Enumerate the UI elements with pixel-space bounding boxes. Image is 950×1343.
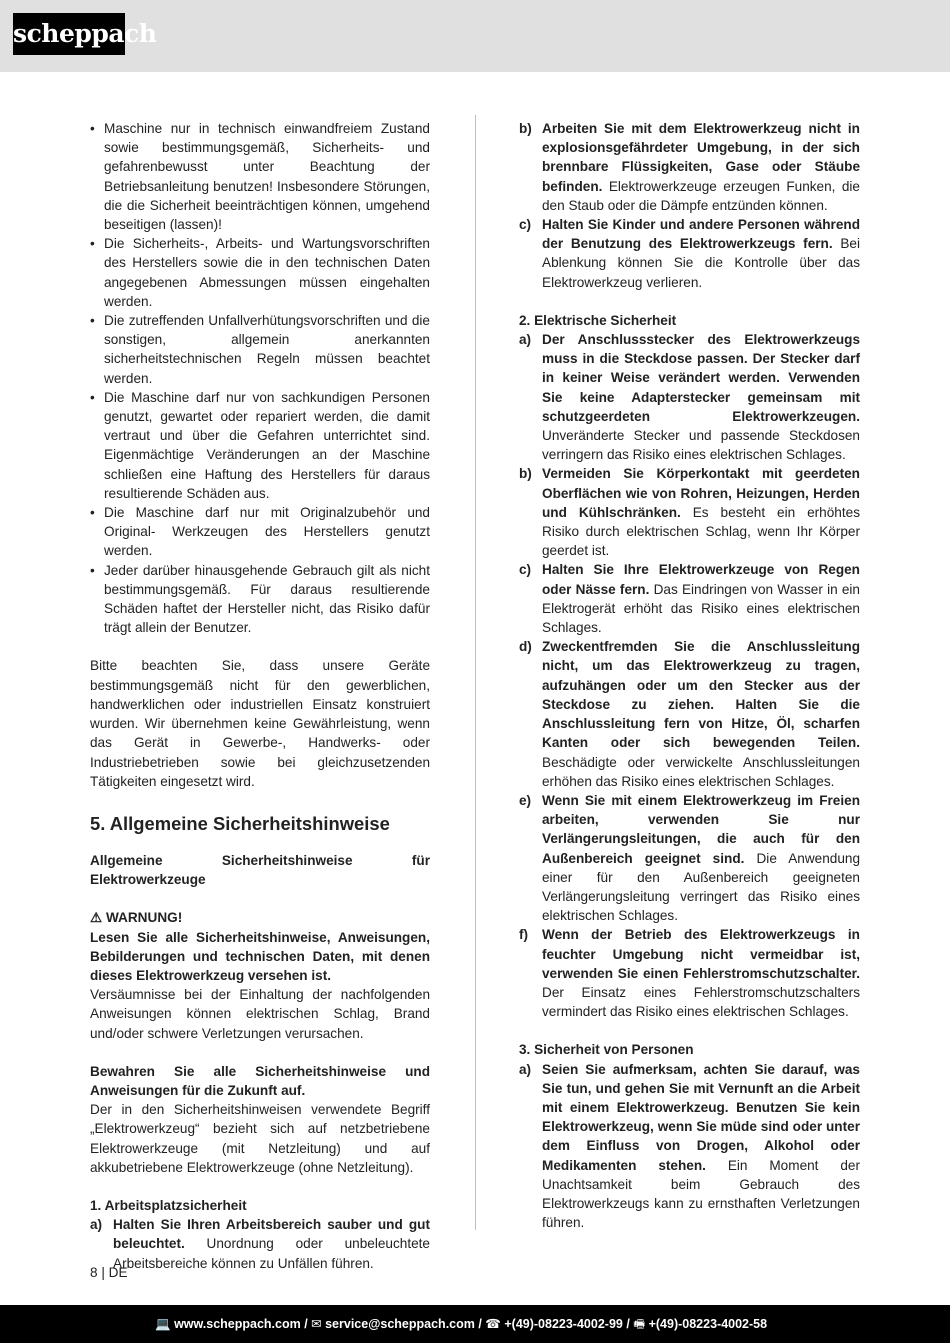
item-label: b) [519,466,532,482]
right-column [519,119,860,1232]
warning-bold-text: Lesen Sie alle Sicherheitshinweise, Anweisungen, Bebilderungen und technischen Daten, mit denen dieses Elektrowerkzeug versehen ist. [90,929,430,983]
page-number-value: 8 [90,1265,98,1280]
list-item: • Die Sicherheits-, Arbeits- und Wartungsvorschriften des Herstellers sowie die in den technischen Daten angegebenen Abmessungen müssen eingehalten werden. [90,234,430,311]
item-bold: Der Anschlussstecker des Elektrowerkzeugs muss in die Steckdose passen. Der Stecker darf in keiner Weise verändert werden. Verwenden Sie keine Adapterstecker gemeinsam mit schutzgeerdeten Elektrowerkzeugen. [542,332,860,424]
intended-use-list [90,119,430,637]
phone-icon: ☎ [485,1317,501,1331]
mail-icon: ✉ [311,1317,322,1331]
item-text: Beschädigte oder verwickelte Anschlussleitungen erhöhen das Risiko eines elektrischen Schlages. [542,754,860,789]
contact-line: 💻 www.scheppach.com / ✉ service@scheppach.com / ☎ +(49)-08223-4002-99 / 🖷 +(49)-08223-4002-58 [155,1317,768,1331]
scheppach-logo: scheppach [13,13,125,55]
list-item: • Jeder darüber hinausgehende Gebrauch gilt als nicht bestimmungsgemäß. Für daraus resultierende Schäden haftet der Hersteller nicht, das Risiko dafür trägt allein der Benutzer. [90,561,430,638]
list-item [519,1060,860,1233]
warning-icon: ⚠ [90,910,103,926]
item-label: b) [519,121,532,136]
item-bold: Halten Sie Ihre Elektrowerkzeuge von Regen oder Nässe fern. [542,562,860,597]
list-item [519,791,860,925]
item-label: d) [519,639,532,655]
personal-safety-list [519,1060,860,1233]
item-text: Unordnung oder unbeleuchtete Arbeitsbereiche können zu Unfällen führen. [113,1236,430,1271]
email-link[interactable]: service@scheppach.com [325,1317,475,1331]
list-item: • Die Maschine darf nur mit Originalzubehör und Original- Werkzeugen des Herstellers genutzt werden. [90,503,430,561]
list-item [519,215,860,292]
item-label: a) [519,332,532,348]
item-bold: Arbeiten Sie mit dem Elektrowerkzeug nicht in explosionsgefährdeter Umgebung, in der sich brennbare Flüssigkeiten, Gase oder Stäube befinden. [542,121,860,194]
page-language: DE [108,1265,128,1280]
item-text: Das Eindringen von Wasser in ein Elektrogerät erhöht das Risiko eines elektrischen Schlages. [542,581,860,636]
item-text: Der Einsatz eines Fehlerstromschutzschalters vermindert das Risiko eines elektrischen Schlages. [542,984,860,1020]
computer-icon: 💻 [155,1317,171,1331]
footer-bar [0,1305,950,1343]
list-item: • Die zutreffenden Unfallverhütungsvorschriften und die sonstigen, allgemein anerkannten sicherheitstechnischen Regeln müssen beachtet werden. [90,311,430,388]
list-item [90,1215,430,1273]
electrical-safety-title: 2. Elektrische Sicherheit [519,312,677,328]
list-item [519,925,860,1021]
electrical-safety-list [519,330,860,1021]
commercial-use-paragraph: Bitte beachten Sie, dass unsere Geräte bestimmungsgemäß nicht für den gewerblichen, handwerklichen oder industriellen Einsatz konstruiert wurden. Wir übernehmen keine Gewährleistung, wenn das Gerät in Gewerbe-, Handwerks- oder Industriebetrieben sowie bei gleichzusetzenden Tätigkeiten eingesetzt wird. [90,658,430,789]
warning-heading [90,908,430,927]
list-item: • Die Maschine darf nur von sachkundigen Personen genutzt, gewartet oder repariert werden, die damit vertraut und über die Gefahren unterrichtet sind. Eigenmächtige Veränderungen an der Maschine schließen eine Haftung des Herstellers für daraus resultierende Schäden aus. [90,388,430,503]
personal-safety-title: 3. Sicherheit von Personen [519,1042,694,1058]
item-bold: Wenn der Betrieb des Elektrowerkzeugs in feuchter Umgebung nicht vermeidbar ist, verwenden Sie einen Fehlerstromschutzschalter. [542,927,860,981]
item-label: a) [519,1061,532,1077]
list-item [519,330,860,464]
item-text: Elektrowerkzeuge erzeugen Funken, die den Staub oder die Dämpfe entzünden können. [542,178,860,213]
item-bold: Wenn Sie mit einem Elektrowerkzeug im Freien arbeiten, verwenden Sie nur Verlängerungsleitungen, die auch für den Außenbereich geeignet sind. [542,792,860,866]
item-text: Unveränderte Stecker und passende Steckdosen verringern das Risiko eines elektrischen Schlages. [542,428,860,463]
column-divider [475,115,476,1230]
workplace-safety-list [90,1215,430,1273]
list-item [519,119,860,215]
item-bold: Zweckentfremden Sie die Anschlussleitung nicht, um das Elektrowerkzeug zu tragen, aufzuhängen oder um den Stecker aus der Steckdose zu ziehen. Halten Sie die Anschlussleitung fern von Hitze, Öl, scharfen Kanten oder sich bewegenden Teilen. [542,639,860,751]
keep-instructions-text: Der in den Sicherheitshinweisen verwendete Begriff „Elektrowerkzeug“ bezieht sich auf netzbetriebene Elektrowerkzeuge (mit Netzleitung) und auf akkubetriebene Elektrowerkzeuge (ohne Netzleitung). [90,1102,430,1175]
header-bar [0,0,950,72]
fax-icon: 🖷 [633,1317,646,1331]
item-text: Ein Moment der Unachtsamkeit beim Gebrauch des Elektrowerkzeugs kann zu ernsthaften Verletzungen führen. [542,1157,861,1231]
item-label: c) [519,217,532,233]
subsection-title: Allgemeine Sicherheitshinweise für Elektrowerkzeuge [90,852,430,888]
item-text: Bei Ablenkung können Sie die Kontrolle über das Elektrowerkzeug verlieren. [542,236,860,290]
item-text: Die Anwendung einer für den Außenbereich geeigneten Verlängerungsleitung verringert das Risiko eines elektrischen Schlages. [542,850,860,924]
left-column [90,119,430,1273]
page-number: 8 | DE [90,1265,128,1280]
list-item: • Maschine nur in technisch einwandfreiem Zustand sowie bestimmungsgemäß, Sicherheits- und gefahrenbewusst unter Beachtung der Betriebsanleitung benutzen! Insbesondere Störungen, die die Sicherheit beeinträchtigen können, umgehend beseitigen (lassen)! [90,119,430,234]
item-bold: Vermeiden Sie Körperkontakt mit geerdeten Oberflächen wie von Rohren, Heizungen, Herden und Kühlschränken. [542,466,860,520]
item-bold: Seien Sie aufmerksam, achten Sie darauf, was Sie tun, und gehen Sie mit Vernunft an die Arbeit mit einem Elektrowerkzeug. Benutzen Sie kein Elektrowerkzeug, wenn Sie müde sind oder unter dem Einfluss von Drogen, Alkohol oder Medikamenten stehen. [542,1061,860,1173]
workplace-safety-title: 1. Arbeitsplatzsicherheit [90,1197,247,1213]
list-item [519,464,860,560]
warning-label: WARNUNG! [105,910,183,926]
item-bold: Halten Sie Kinder und andere Personen während der Benutzung des Elektrowerkzeugs fern. [542,217,860,252]
list-item [519,637,860,791]
item-bold: Halten Sie Ihren Arbeitsbereich sauber und gut beleuchtet. [113,1217,430,1252]
keep-instructions-bold: Bewahren Sie alle Sicherheitshinweise und Anweisungen für die Zukunft auf. [90,1063,430,1098]
warning-text: Versäumnisse bei der Einhaltung der nachfolgenden Anweisungen können elektrischen Schlag, Brand und/oder schwere Verletzungen verursachen. [90,987,430,1041]
item-text: Es besteht ein erhöhtes Risiko durch elektrischen Schlag, wenn Ihr Körper geerdet ist. [542,504,860,559]
section-title: 5. Allgemeine Sicherheitshinweise [90,812,390,834]
list-item [519,560,860,637]
item-label: c) [519,562,532,578]
fax-number: +(49)-08223-4002-58 [648,1317,768,1331]
item-label: a) [90,1217,103,1233]
website-link[interactable]: www.scheppach.com [174,1317,301,1331]
phone-number: +(49)-08223-4002-99 [504,1317,623,1331]
item-label: e) [519,792,532,808]
item-label: f) [519,927,529,943]
workplace-safety-list-cont [519,119,860,292]
